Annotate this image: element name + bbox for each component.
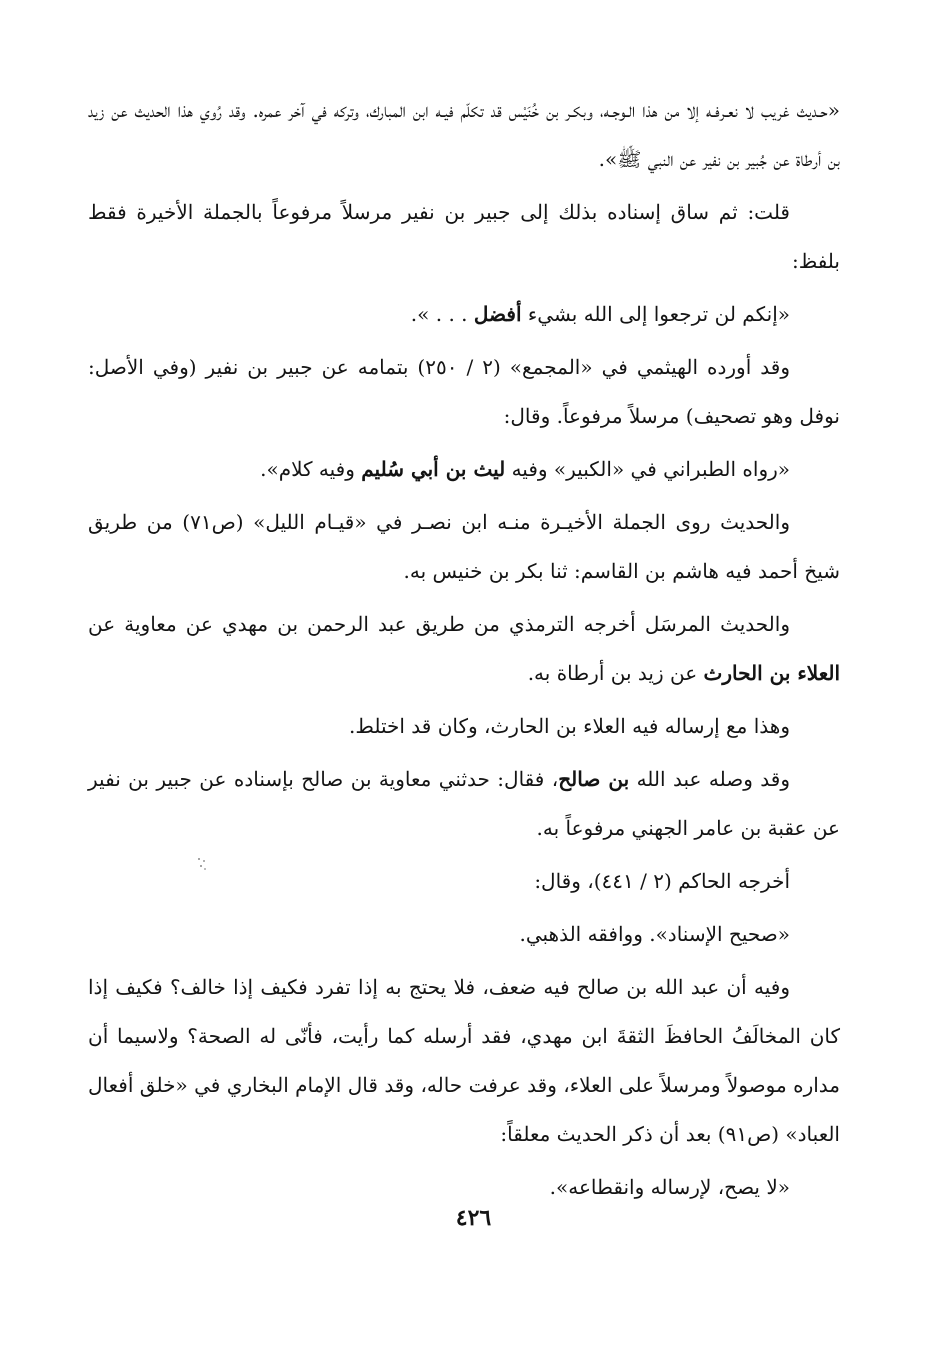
paragraph-wasl [88,755,840,853]
hadith-wording-suffix: . . . ». [410,302,474,326]
wasl-suffix: ، فقال: حدثني معاوية بن صالح بإسناده عن جبير بن نفير عن عقبة بن عامر الجهني مرفوعاً به. [88,767,840,840]
tabarani-narrator-bold: ليث بن أبي سُليم [361,457,506,481]
paragraph-comment: قلت: ثم ساق إسناده بذلك إلى جبير بن نفير مرسلاً مرفوعاً بالجملة الأخيرة فقط بلفظ: [88,200,840,273]
scan-speck [195,855,209,873]
wasl-narrator-bold: بن صالح [558,767,630,791]
mursal-narrator-bold: العلاء بن الحارث [703,661,840,685]
mursal-suffix: عن زيد بن أرطاة به. [527,661,704,685]
hadith-wording-bold: أفضل [473,302,522,326]
paragraph-irsal-note: وهذا مع إرساله فيه العلاء بن الحارث، وكان قد اختلط. [349,714,790,738]
wasl-prefix: وقد وصله عبد الله [629,767,790,791]
paragraph-mursal [88,600,840,698]
paragraph-tabarani [88,445,840,494]
main-text [88,86,840,1216]
mursal-prefix: والحديث المرسَل أخرجه الترمذي من طريق عبد الرحمن بن مهدي عن معاوية عن [88,612,790,636]
tabarani-suffix: وفيه كلام». [260,457,362,481]
paragraph-hadith-wording [88,290,840,339]
paragraph-hakim: أخرجه الحاكم (٢ / ٤٤١)، وقال: [534,869,790,893]
page-number: ٤٢٦ [455,1205,492,1231]
paragraph-ibn-nasr: والحديث روى الجملة الأخيـرة منـه ابن نصـر في «قيـام الليل» (ص٧١) من طريق شيخ أحمد فيه هاشم بن القاسم: ثنا بكر بن خنيس به. [88,510,840,583]
paragraph-analysis: وفيه أن عبد الله بن صالح فيه ضعف، فلا يحتج به إذا تفرد فكيف إذا خالف؟ فكيف إذا كان المخالَفُ الحافظَ الثقةَ ابن مهدي، فقد أرسله كما رأيت، فأنّى له الصحة؟ ولاسيما أن مداره موصولاً ومرسلاً على العلاء، وقد عرفت حاله، وقد قال الإمام البخاري في «خلق أفعال العباد» (ص٩١) بعد أن ذكر الحديث معلقاً: [88,975,840,1146]
paragraph-sahih: «صحيح الإسناد». ووافقه الذهبي. [519,922,790,946]
hadith-wording-prefix: «إنكم لن ترجعوا إلى الله بشيء [521,302,790,326]
paragraph-bukhari-quote: «لا يصح، لإرساله وانقطاعه». [549,1175,790,1199]
paragraph-haythami: وقد أورده الهيثمي في «المجمع» (٢ / ٢٥٠) بتمامه عن جبير بن نفير (وفي الأصل: نوفل وهو تصحيف) مرسلاً مرفوعاً. وقال: [88,355,840,428]
tabarani-prefix: «رواه الطبراني في «الكبير» وفيه [505,457,790,481]
paragraph-quote-tirmidhi: «حـديث غريب لا نعـرفـه إلا من هذا الـوجـه، وبكـر بن خُنَيْس قد تكلّم فيـه ابن المبارك، وتركه في آخر عمره. وقد رُوي هذا الحديث عن زيد بن أرطاة عن جُبير بن نفير عن النبي ﷺ». [88,98,840,171]
